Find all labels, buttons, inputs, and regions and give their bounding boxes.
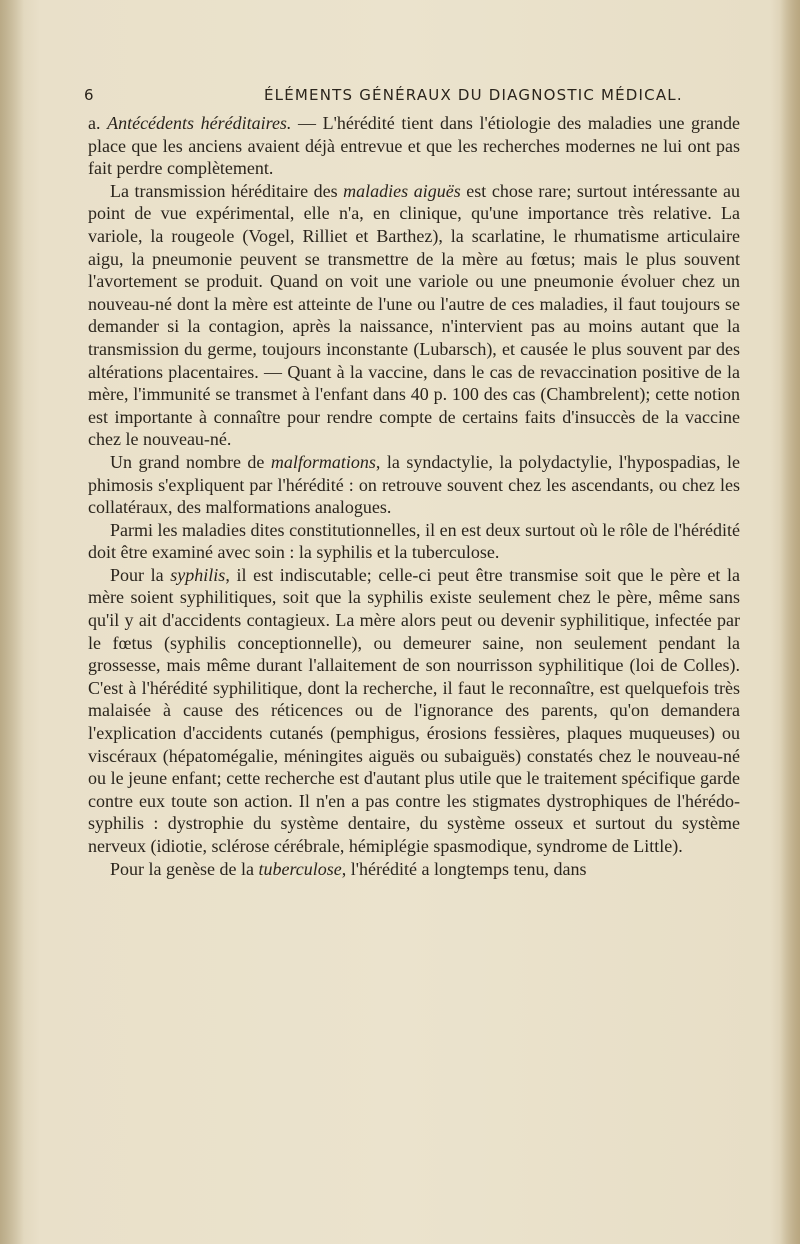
- paragraph-text: Parmi les maladies dites constitutionnelles, il en est deux surtout où le rôle de l'hérédité doit être examiné avec soin : la syphilis et la tuberculose.: [88, 519, 740, 563]
- paragraph-hereditary-antecedents: [88, 112, 740, 180]
- paragraph-text: Pour la genèse de la: [110, 858, 259, 879]
- body-text: [88, 112, 740, 880]
- paragraph-acute-diseases: [88, 180, 740, 451]
- paragraph-syphilis: [88, 564, 740, 858]
- page-number: 6: [84, 86, 95, 104]
- paragraph-constitutional-diseases: [88, 519, 740, 564]
- running-title: ÉLÉMENTS GÉNÉRAUX DU DIAGNOSTIC MÉDICAL.: [264, 86, 683, 104]
- paragraph-text: , il est indiscutable; celle-ci peut être transmise soit que le père et la mère soient syphilitiques, soit que la syphilis existe seulement chez le père, même sans qu'il y ait d'accidents contagieux. La mère alors peut ou devenir syphilitique, infectée par le fœtus (syphilis conceptionnelle), ou demeurer saine, non seulement pendant la grossesse, mais même durant l'allaitement de son nourrisson syphilitique (loi de Colles). C'est à l'hérédité syphilitique, dont la recherche, il faut le reconnaître, est quelquefois très malaisée à cause des réticences ou de l'ignorance des parents, qu'on demandera l'explication d'accidents cutanés (pemphigus, érosions fessières, plaques muqueuses) ou viscéraux (hépatomégalie, méningites aiguës ou subaiguës) constatés chez le nouveau-né ou le jeune enfant; cette recherche est d'autant plus utile que le traitement spécifique garde contre eux toute son action. Il n'en a pas contre les stigmates dystrophiques de l'hérédo-syphilis : dystrophie du système dentaire, du système osseux et surtout du système nerveux (idiotie, sclérose cérébrale, hémiplégie spasmodique, syndrome de Little).: [88, 564, 740, 856]
- paragraph-text: Un grand nombre de: [110, 451, 271, 472]
- paragraph-tuberculosis: [88, 858, 740, 881]
- emphasis-term: tuberculose: [258, 858, 342, 879]
- emphasis-term: maladies aiguës: [343, 180, 461, 201]
- paragraph-text: Pour la: [110, 564, 171, 585]
- paragraph-text: , l'hérédité a longtemps tenu, dans: [341, 858, 587, 879]
- paragraph-text: — L'hérédité tient dans l'étiologie des maladies une grande place que les anciens avaient déjà entrevue et que les recherches modernes ne lui ont pas fait perdre complètement.: [88, 113, 740, 179]
- paragraph-malformations: [88, 451, 740, 519]
- paragraph-text: , la syndactylie, la polydactylie, l'hypospadias, le phimosis s'expliquent par l'hérédité : on retrouve souvent chez les ascendants, ou chez les collatéraux, des malformations analogues.: [88, 451, 740, 518]
- section-heading: Antécédents héréditaires.: [107, 113, 292, 133]
- section-letter: a.: [88, 113, 108, 133]
- emphasis-term: syphilis: [170, 564, 226, 585]
- paragraph-text: est chose rare; surtout intéressante au point de vue expérimental, elle n'a, en clinique, qu'une importance très relative. La variole, la rougeole (Vogel, Rilliet et Barthez), la scarlatine, le rhumatisme articulaire aigu, la pneumonie peuvent se transmettre de la mère au fœtus; mais le plus souvent l'avortement se produit. Quand on voit une variole ou une pneumonie évoluer chez un nouveau-né dont la mère est atteinte de l'une ou l'autre de ces maladies, il faut toujours se demander si la contagion, après la naissance, n'intervient pas au moins autant que la transmission du germe, toujours inconstante (Lubarsch), et causée le plus souvent par des altérations placentaires. — Quant à la vaccine, dans le cas de revaccination positive de la mère, l'immunité se transmet à l'enfant dans 40 p. 100 des cas (Chambrelent); cette notion est importante à connaître pour rendre compte de certains faits d'insuccès de la vaccine chez le nouveau-né.: [88, 180, 740, 450]
- paragraph-text: La transmission héréditaire des: [110, 180, 344, 201]
- page-shadow-right: [780, 0, 800, 1244]
- emphasis-term: malformations: [270, 451, 376, 472]
- page-shadow-left: [0, 0, 24, 1244]
